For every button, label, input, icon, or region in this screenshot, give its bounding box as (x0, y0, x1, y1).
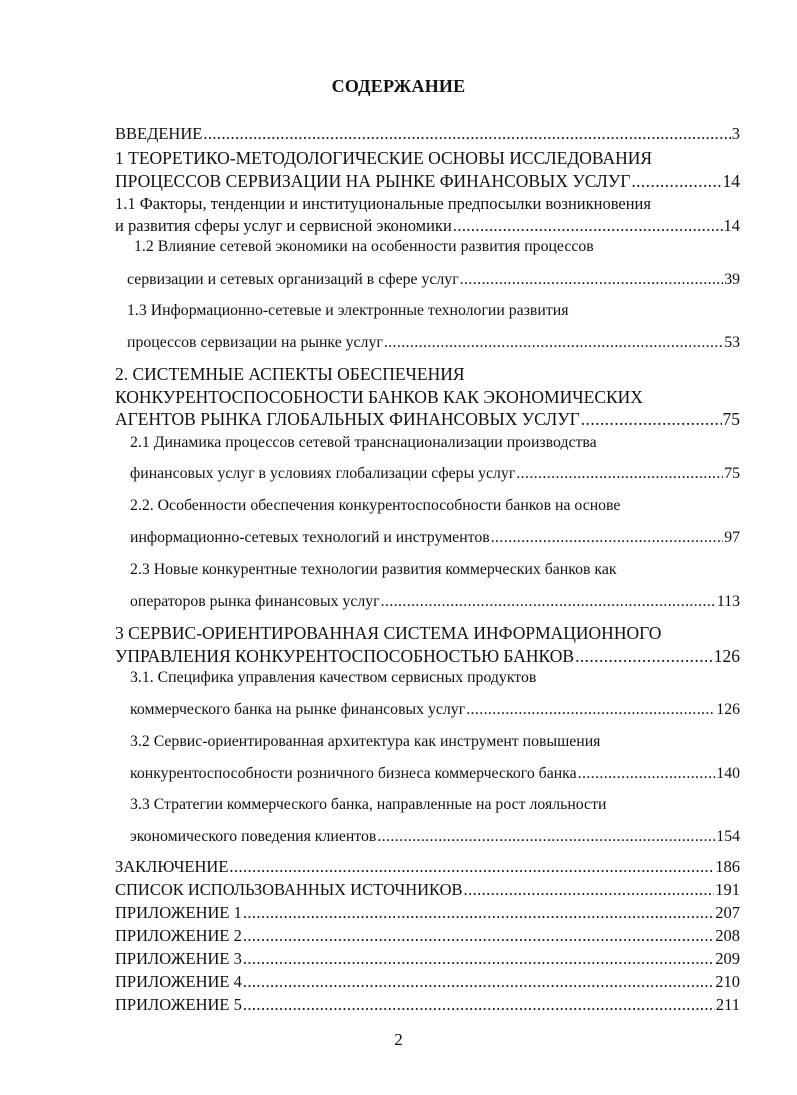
toc-chapter-2-line-1[interactable]: 2. СИСТЕМНЫЕ АСПЕКТЫ ОБЕСПЕЧЕНИЯ (115, 364, 465, 384)
toc-entry-section-1-1[interactable] (115, 215, 740, 237)
toc-leader-dots (460, 269, 724, 291)
toc-page-number: 140 (716, 765, 740, 782)
toc-leader-dots (243, 902, 714, 924)
toc-title: СОДЕРЖАНИЕ (331, 76, 466, 96)
toc-section-2-3-line-1[interactable]: 2.3 Новые конкурентные технологии развития коммерческих банков как (130, 561, 617, 578)
toc-entry-text: операторов рынка финансовых услуг (130, 593, 380, 610)
toc-leader-dots (243, 925, 714, 947)
toc-entry-appendix-5[interactable] (115, 994, 740, 1016)
toc-entry-text: ПРОЦЕССОВ СЕРВИЗАЦИИ НА РЫНКЕ ФИНАНСОВЫХ УСЛУГ (115, 171, 631, 191)
toc-leader-dots (631, 170, 721, 192)
toc-entry-text: ПРИЛОЖЕНИЕ 1 (115, 903, 242, 922)
toc-entry-chapter-2[interactable] (115, 408, 740, 430)
toc-section-3-3-line-1[interactable]: 3.3 Стратегии коммерческого банка, направленные на рост лояльности (130, 796, 607, 813)
toc-page-number: 210 (715, 972, 740, 991)
toc-entry-appendix-2[interactable] (115, 925, 740, 947)
toc-page-number: 209 (715, 949, 740, 968)
toc-entry-section-2-1[interactable] (130, 463, 740, 485)
toc-entry-text: ПРИЛОЖЕНИЕ 3 (115, 949, 242, 968)
toc-entry-section-2-3[interactable] (130, 591, 740, 613)
toc-page-number: 75 (724, 465, 740, 482)
toc-entry-references[interactable] (115, 879, 740, 901)
toc-section-1-3-line-1[interactable]: 1.3 Информационно-сетевые и электронные технологии развития (127, 302, 569, 319)
toc-entry-section-3-3[interactable] (130, 826, 740, 848)
toc-section-3-2-line-1[interactable]: 3.2 Сервис-ориентированная архитектура как инструмент повышения (130, 733, 601, 750)
toc-entry-text: ЗАКЛЮЧЕНИЕ (115, 857, 229, 876)
toc-entry-text: ПРИЛОЖЕНИЕ 5 (115, 995, 242, 1014)
toc-entry-text: коммерческого банка на рынке финансовых услуг (130, 701, 466, 718)
toc-leader-dots (581, 408, 722, 430)
toc-entry-section-3-1[interactable] (130, 699, 740, 721)
toc-page-number: 186 (715, 857, 740, 876)
toc-entry-introduction[interactable] (115, 123, 740, 145)
toc-page-number: 207 (715, 903, 740, 922)
toc-section-3-1-line-1[interactable]: 3.1. Специфика управления качеством сервисных продуктов (130, 669, 537, 686)
toc-entry-text: СПИСОК ИСПОЛЬЗОВАННЫХ ИСТОЧНИКОВ (115, 880, 463, 899)
toc-page-number: 113 (716, 593, 740, 610)
toc-entry-text: финансовых услуг в условиях глобализации сферы услуг (130, 465, 516, 482)
toc-page-number: 53 (724, 334, 740, 351)
toc-leader-dots (466, 699, 715, 721)
page-number: 2 (394, 1030, 403, 1049)
toc-section-2-1-line-1[interactable]: 2.1 Динамика процессов сетевой транснационализации производства (130, 434, 597, 451)
toc-leader-dots (381, 591, 716, 613)
toc-page-number: 191 (715, 880, 740, 899)
toc-entry-text: ПРИЛОЖЕНИЕ 2 (115, 926, 242, 945)
toc-page-number: 39 (724, 271, 740, 288)
toc-entry-appendix-1[interactable] (115, 902, 740, 924)
toc-leader-dots (243, 971, 714, 993)
toc-page-number: 211 (715, 995, 740, 1014)
toc-leader-dots (453, 215, 723, 237)
toc-entry-conclusion[interactable] (115, 856, 740, 878)
toc-section-1-2-line-1[interactable]: 1.2 Влияние сетевой экономики на особенности развития процессов (134, 238, 594, 255)
toc-leader-dots (578, 763, 716, 785)
toc-entry-appendix-3[interactable] (115, 948, 740, 970)
toc-page-number: 154 (716, 828, 740, 845)
toc-leader-dots (575, 645, 713, 667)
toc-page-number: 126 (713, 646, 740, 666)
toc-entry-text: информационно-сетевых технологий и инструментов (130, 529, 490, 546)
toc-entry-text: ПРИЛОЖЕНИЕ 4 (115, 972, 242, 991)
toc-leader-dots (229, 856, 714, 878)
toc-section-1-1-line-1[interactable]: 1.1 Факторы, тенденции и институциональные предпосылки возникновения (115, 194, 651, 213)
toc-page-number: 14 (723, 216, 740, 235)
toc-entry-text: сервизации и сетевых организаций в сфере услуг (127, 271, 459, 288)
toc-page-number: 126 (716, 701, 740, 718)
toc-leader-dots (384, 332, 723, 354)
toc-entry-section-1-3[interactable] (127, 332, 740, 354)
toc-page-number: 97 (724, 529, 740, 546)
toc-leader-dots (243, 948, 714, 970)
toc-entry-chapter-1[interactable] (115, 170, 740, 192)
toc-entry-text: УПРАВЛЕНИЯ КОНКУРЕНТОСПОСОБНОСТЬЮ БАНКОВ (115, 646, 575, 666)
toc-entry-text: и развития сферы услуг и сервисной экономики (115, 216, 452, 235)
toc-entry-section-2-2[interactable] (130, 527, 740, 549)
toc-page-number: 3 (731, 124, 740, 143)
toc-entry-section-3-2[interactable] (130, 763, 740, 785)
toc-section-2-2-line-1[interactable]: 2.2. Особенности обеспечения конкурентоспособности банков на основе (130, 497, 621, 514)
toc-leader-dots (243, 994, 715, 1016)
toc-leader-dots (491, 527, 724, 549)
toc-entry-text: экономического поведения клиентов (130, 828, 377, 845)
toc-chapter-3-line-1[interactable]: 3 СЕРВИС-ОРИЕНТИРОВАННАЯ СИСТЕМА ИНФОРМАЦИОННОГО (115, 623, 662, 643)
toc-entry-text: процессов сервизации на рынке услуг (127, 334, 383, 351)
toc-chapter-2-line-2[interactable]: КОНКУРЕНТОСПОСОБНОСТИ БАНКОВ КАК ЭКОНОМИЧЕСКИХ (115, 387, 643, 407)
toc-entry-appendix-4[interactable] (115, 971, 740, 993)
toc-chapter-1-line-1[interactable]: 1 ТЕОРЕТИКО-МЕТОДОЛОГИЧЕСКИЕ ОСНОВЫ ИССЛЕДОВАНИЯ (115, 148, 653, 168)
toc-entry-chapter-3[interactable] (115, 645, 740, 667)
toc-leader-dots (516, 463, 723, 485)
toc-page-number: 208 (715, 926, 740, 945)
toc-entry-section-1-2[interactable] (127, 269, 740, 291)
toc-leader-dots (464, 879, 715, 901)
toc-leader-dots (377, 826, 715, 848)
toc-leader-dots (203, 123, 730, 145)
toc-entry-text: конкурентоспособности розничного бизнеса коммерческого банка (130, 765, 577, 782)
toc-page-number: 75 (722, 409, 740, 429)
toc-entry-text: ВВЕДЕНИЕ (115, 124, 203, 143)
toc-page-number: 14 (722, 171, 740, 191)
toc-entry-text: АГЕНТОВ РЫНКА ГЛОБАЛЬНЫХ ФИНАНСОВЫХ УСЛУГ (115, 409, 580, 429)
